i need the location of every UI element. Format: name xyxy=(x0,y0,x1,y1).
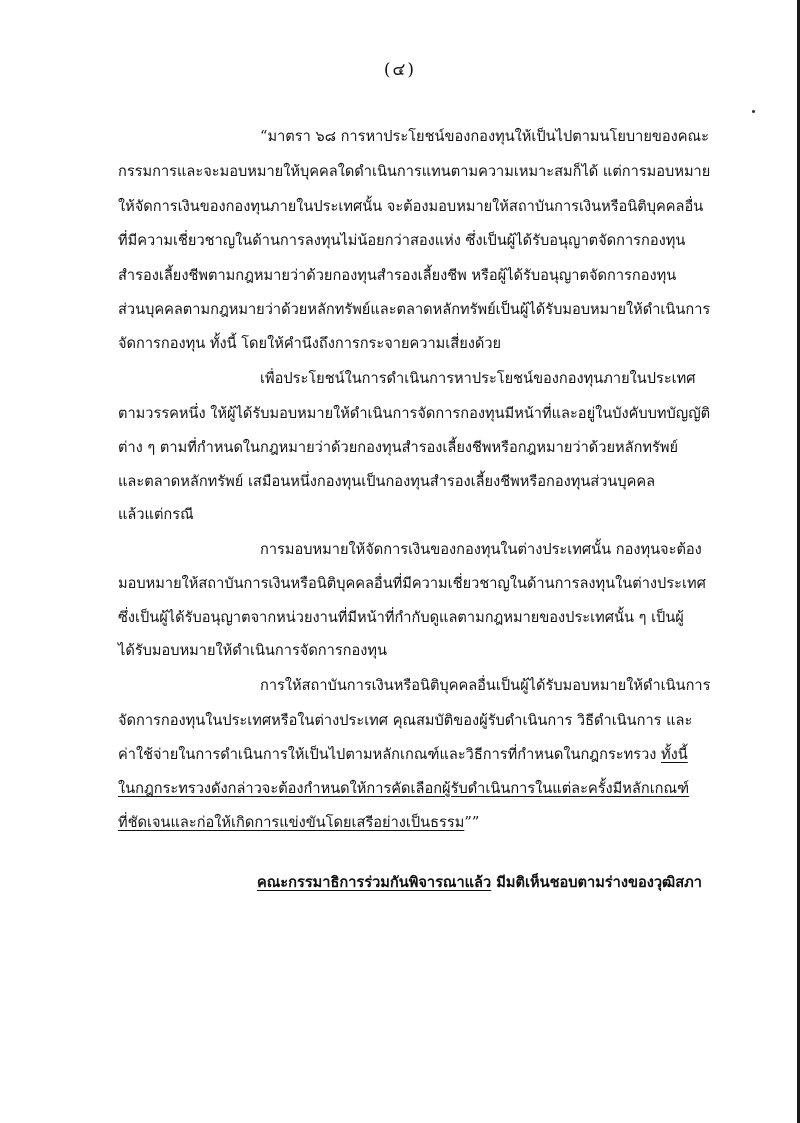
paragraph-3-line-3: ซึ่งเป็นผู้ได้รับอนุญาตจากหน่วยงานที่มีหน้าที่กำกับดูแลตามกฎหมายของประเทศนั้น ๆ เป็นผู้ xyxy=(118,609,684,626)
committee-note-underlined: คณะกรรมาธิการร่วมกันพิจารณาแล้ว xyxy=(257,874,492,891)
paragraph-2-line-2: ตามวรรคหนึ่ง ให้ผู้ได้รับมอบหมายให้ดำเนินการจัดการกองทุนมีหน้าที่และอยู่ในบังคับบทบัญญัติ xyxy=(118,405,711,422)
paragraph-3-line-4: ได้รับมอบหมายให้ดำเนินการจัดการกองทุน xyxy=(118,642,388,659)
paragraph-2-line-4: และตลาดหลักทรัพย์ เสมือนหนึ่งกองทุนเป็นกองทุนสำรองเลี้ยงชีพหรือกองทุนส่วนบุคคล xyxy=(118,473,656,490)
paragraph-4-line-5 xyxy=(118,813,479,833)
paragraph-1-line-7: จัดการกองทุน ทั้งนี้ โดยให้คำนึงถึงการกระจายความเสี่ยงด้วย xyxy=(118,335,502,352)
paragraph-2-line-1: เพื่อประโยชน์ในการดำเนินการหาประโยชน์ของกองทุนภายในประเทศ xyxy=(260,370,696,387)
paragraph-1-line-3: ให้จัดการเงินของกองทุนภายในประเทศนั้น จะต้องมอบหมายให้สถาบันการเงินหรือนิติบุคคลอื่น xyxy=(118,198,704,215)
committee-note xyxy=(257,873,702,893)
paragraph-4-underlined-line-1: ในกฎกระทรวงดังกล่าวจะต้องกำหนดให้การคัดเลือกผู้รับดำเนินการในแต่ละครั้งมีหลักเกณฑ์ xyxy=(118,780,690,797)
committee-note-rest: มีมติเห็นชอบตามร่างของวุฒิสภา xyxy=(491,874,702,891)
paragraph-4-line-1: การให้สถาบันการเงินหรือนิติบุคคลอื่นเป็นผู้ได้รับมอบหมายให้ดำเนินการ xyxy=(260,677,711,694)
paragraph-4-line-3-text: ค่าใช้จ่ายในการดำเนินการให้เป็นไปตามหลักเกณฑ์และวิธีการที่กำหนดในกฎกระทรวง xyxy=(118,746,662,763)
paragraph-2-line-5: แล้วแต่กรณี xyxy=(118,506,194,523)
paragraph-4-underlined-tail: ทั้งนี้ xyxy=(661,746,688,763)
scan-speck xyxy=(752,110,755,113)
page-number: (๔) xyxy=(383,60,417,80)
paragraph-1-line-4: ที่มีความเชี่ยวชาญในด้านการลงทุนไม่น้อยกว่าสองแห่ง ซึ่งเป็นผู้ได้รับอนุญาตจัดการกองทุน xyxy=(118,232,686,249)
paragraph-4-underlined-line-2: ที่ชัดเจนและก่อให้เกิดการแข่งขันโดยเสรีอย่างเป็นธรรม xyxy=(118,814,465,831)
paragraph-2-line-3: ต่าง ๆ ตามที่กำหนดในกฎหมายว่าด้วยกองทุนสำรองเลี้ยงชีพหรือกฎหมายว่าด้วยหลักทรัพย์ xyxy=(118,439,679,456)
paragraph-3-line-1: การมอบหมายให้จัดการเงินของกองทุนในต่างประเทศนั้น กองทุนจะต้อง xyxy=(260,541,702,558)
paragraph-3-line-2: มอบหมายให้สถาบันการเงินหรือนิติบุคคลอื่นที่มีความเชี่ยวชาญในด้านการลงทุนในต่างประเทศ xyxy=(118,575,706,592)
paragraph-4-line-3 xyxy=(118,745,688,765)
paragraph-1-line-1: “มาตรา ๖๘ การหาประโยชน์ของกองทุนให้เป็นไปตามนโยบายของคณะ xyxy=(260,128,709,145)
paragraph-1-line-2: กรรมการและจะมอบหมายให้บุคคลใดดำเนินการแทนตามความเหมาะสมก็ได้ แต่การมอบหมาย xyxy=(118,163,711,180)
paragraph-1-line-6: ส่วนบุคคลตามกฎหมายว่าด้วยหลักทรัพย์และตลาดหลักทรัพย์เป็นผู้ได้รับมอบหมายให้ดำเนินการ xyxy=(118,301,711,318)
paragraph-4-line-2: จัดการกองทุนในประเทศหรือในต่างประเทศ คุณสมบัติของผู้รับดำเนินการ วิธีดำเนินการ และ xyxy=(118,712,693,729)
paragraph-1-line-5: สำรองเลี้ยงชีพตามกฎหมายว่าด้วยกองทุนสำรองเลี้ยงชีพ หรือผู้ได้รับอนุญาตจัดการกองทุน xyxy=(118,267,677,284)
closing-quote: ”” xyxy=(464,814,480,831)
